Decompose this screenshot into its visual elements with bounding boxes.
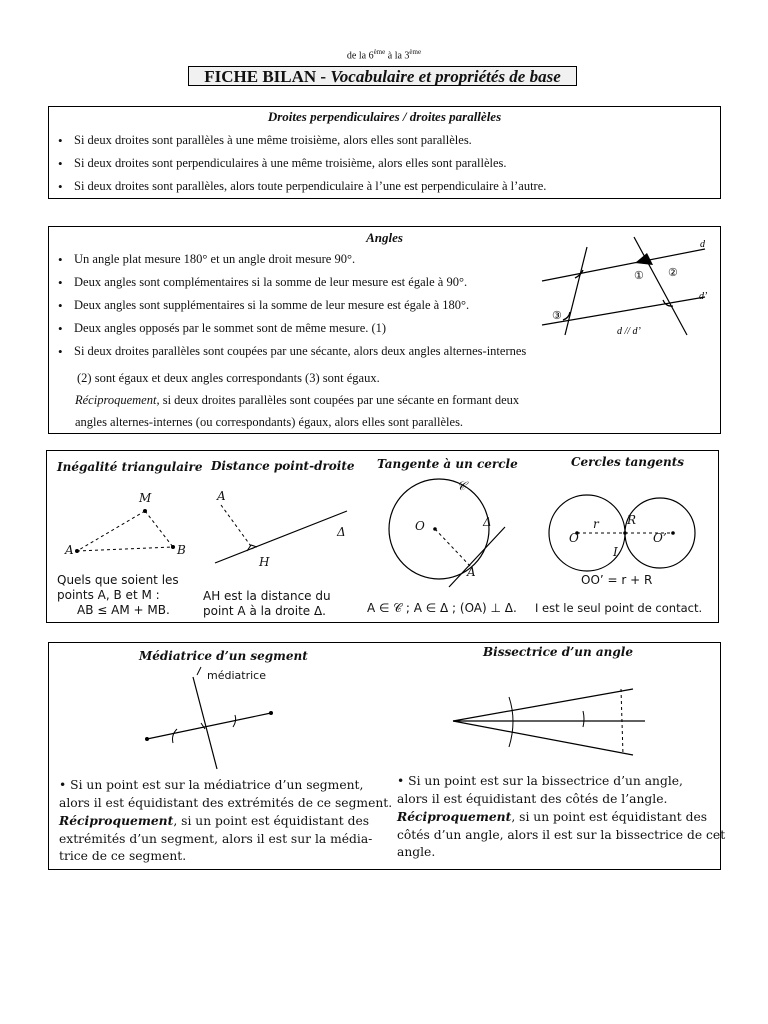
label-M: M <box>139 491 152 505</box>
perpendicular-bisector-figure <box>139 669 289 769</box>
marker-3: ③ <box>552 310 562 322</box>
angles-continuation: (2) sont égaux et deux angles correspondants (3) sont égaux. <box>77 371 380 385</box>
level-range: de la 6ème à la 3ème <box>346 48 422 62</box>
label-delta-tangent: Δ <box>483 515 492 529</box>
label-r: r <box>593 517 599 531</box>
label-d-prime: d’ <box>699 291 708 302</box>
secant-left <box>565 247 587 335</box>
perpendicular-bisector-title: Médiatrice d’un segment <box>139 649 308 663</box>
distance-caption-1: AH est la distance du <box>203 589 331 603</box>
tangent-circles-title: Cercles tangents <box>571 455 685 469</box>
list-item: • Si deux droites sont parallèles à une même troisième, alors elles sont parallèles. <box>57 129 546 152</box>
mediatrice-property: • Si un point est sur la médiatrice d’un segment, alors il est équidistant des extrémités de ce segment. Réciproquement, si un point est équidistant des extrémités d’un segment, alors il est sur la média- trice de ce segment. <box>59 778 393 863</box>
bissectrice-property: • Si un point est sur la bissectrice d’un angle, alors il est équidistant des côtés de l’angle. Réciproquement, si un point est équidistant des côtés d’un angle, alors il est sur la bissectrice de cet angle. <box>397 774 726 859</box>
label-A: A <box>65 543 74 557</box>
list-item: • Deux angles opposés par le sommet sont de même mesure. (1) <box>57 317 526 340</box>
triangle-caption-2: points A, B et M : <box>57 588 160 602</box>
label-I: I <box>613 545 618 559</box>
distance-title: Distance point-droite <box>211 459 355 473</box>
section-title-perpendicular: Droites perpendiculaires / droites parallèles <box>267 109 502 124</box>
label-H: H <box>259 555 270 569</box>
tangent-circles-equation: OO’ = r + R <box>581 573 653 587</box>
label-A-dist: A <box>217 489 226 503</box>
label-delta-dist: Δ <box>337 525 346 539</box>
triangle-caption-3: AB ≤ AM + MB. <box>77 603 170 617</box>
label-R: R <box>627 513 637 527</box>
label-mediatrice: médiatrice <box>207 669 266 682</box>
tangent-caption: A ∈ 𝒞 ; A ∈ Δ ; (OA) ⊥ Δ. <box>367 601 517 615</box>
angles-list <box>57 248 526 363</box>
label-circle-C: 𝒞 <box>457 479 466 493</box>
label-A-tangent: A <box>467 565 476 579</box>
label-O-prime: O’ <box>653 531 667 545</box>
label-parallel: d // d’ <box>617 326 641 337</box>
perpendicular-parallel-box <box>48 106 721 199</box>
angles-box <box>48 226 721 434</box>
list-item: • Si deux droites sont parallèles, alors toute perpendiculaire à l’une est perpendiculaire à l’autre. <box>57 175 546 198</box>
list-item: • Deux angles sont complémentaires si la somme de leur mesure est égale à 90°. <box>57 271 526 294</box>
list-item: • Deux angles sont supplémentaires si la somme de leur mesure est égale à 180°. <box>57 294 526 317</box>
triangle-inequality-title: Inégalité triangulaire <box>57 460 203 474</box>
marker-2: ② <box>668 267 678 279</box>
triangle-figure <box>61 487 211 567</box>
distance-figure <box>207 485 357 575</box>
line-d-prime <box>542 297 705 325</box>
triangle-caption-1: Quels que soient les <box>57 573 179 587</box>
parallel-lines-figure <box>537 233 717 343</box>
tangent-title: Tangente à un cercle <box>377 457 518 471</box>
perpendicular-list <box>57 129 546 198</box>
tangent-circles-caption: I est le seul point de contact. <box>535 601 703 615</box>
label-d: d <box>700 239 705 250</box>
tangent-figure <box>373 479 523 589</box>
geometry-strip-box <box>46 450 719 623</box>
distance-caption-2: point A à la droite Δ. <box>203 604 326 618</box>
angles-reciprocal: Réciproquement, si deux droites parallèles sont coupées par une sécante en formant deux <box>75 393 520 407</box>
label-O-tangent: O <box>415 519 425 533</box>
section-title-angles: Angles <box>366 230 403 245</box>
list-item: • Si deux droites parallèles sont coupées par une sécante, alors deux angles alternes-internes <box>57 340 526 363</box>
bisector-box <box>48 642 726 870</box>
angles-reciprocal-end: angles alternes-internes (ou correspondants) égaux, alors elles sont parallèles. <box>75 415 464 429</box>
angle-bisector-figure <box>449 667 649 767</box>
label-O-circles: O <box>569 531 579 545</box>
label-B: B <box>177 543 186 557</box>
angle-bisector-title: Bissectrice d’un angle <box>483 645 633 659</box>
page-title: FICHE BILAN - Vocabulaire et propriétés de base <box>188 66 577 86</box>
secant-right <box>634 237 687 335</box>
marker-1: ① <box>634 270 644 282</box>
list-item: • Un angle plat mesure 180° et un angle droit mesure 90°. <box>57 248 526 271</box>
list-item: • Si deux droites sont perpendiculaires à une même troisième, alors elles sont parallèles. <box>57 152 546 175</box>
line-d <box>542 249 705 281</box>
